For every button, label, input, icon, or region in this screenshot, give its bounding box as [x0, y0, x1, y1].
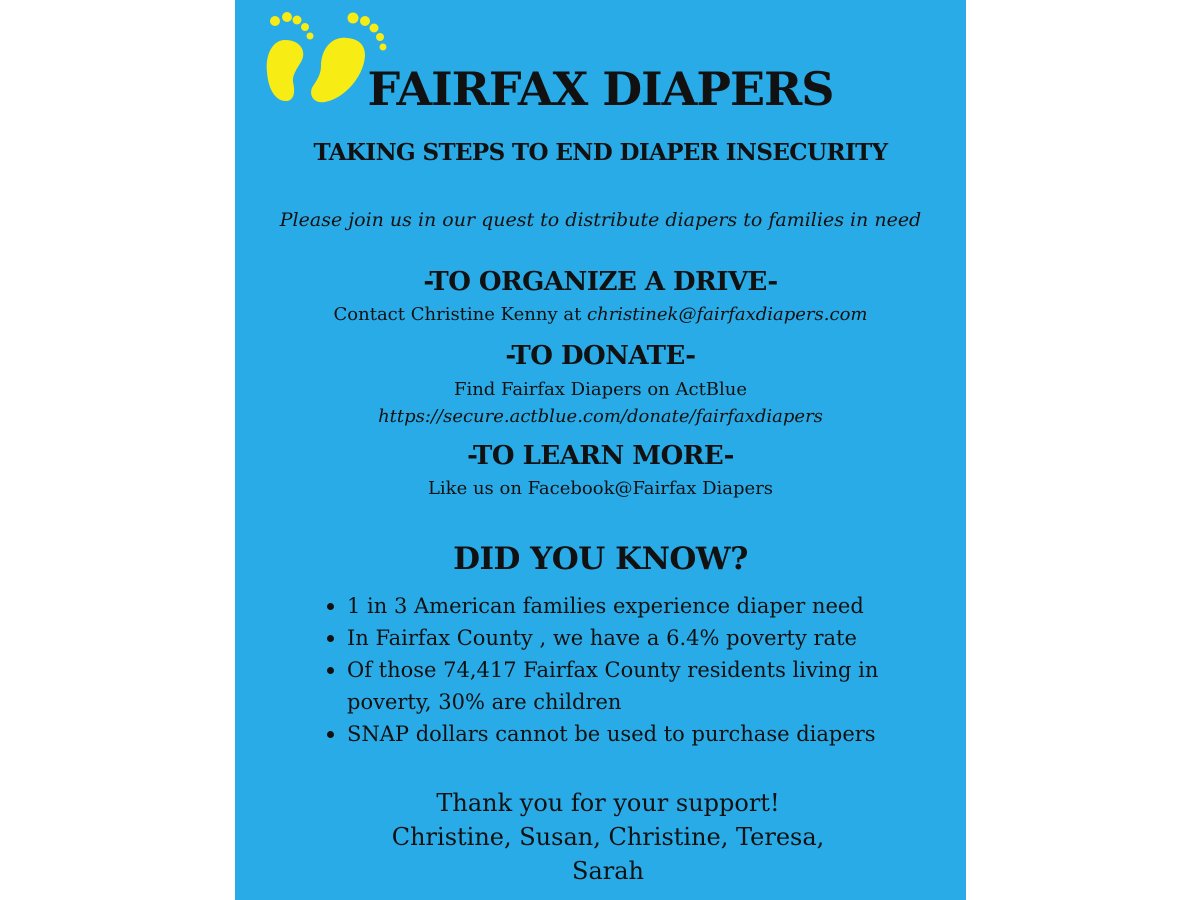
- thanks-text: Thank you for your support!: [436, 789, 780, 817]
- did-you-know-heading: DID YOU KNOW?: [453, 541, 748, 577]
- flyer-subtitle: TAKING STEPS TO END DIAPER INSECURITY: [313, 139, 888, 166]
- fact-item: In Fairfax County , we have a 6.4% poverty rate: [347, 622, 907, 654]
- fact-item: SNAP dollars cannot be used to purchase diapers: [347, 718, 907, 750]
- learn-line: Like us on Facebook@Fairfax Diapers: [427, 478, 774, 499]
- flyer-title: FAIRFAX DIAPERS: [367, 62, 834, 116]
- fact-item: Of those 74,417 Fairfax County residents living in poverty, 30% are children: [347, 654, 907, 718]
- organize-heading: -TO ORGANIZE A DRIVE-: [423, 267, 778, 297]
- organize-contact: [235, 304, 966, 325]
- learn-heading: -TO LEARN MORE-: [467, 441, 734, 471]
- donate-line: Find Fairfax Diapers on ActBlue: [453, 379, 748, 400]
- invite-text: Please join us in our quest to distribute diapers to families in need: [279, 209, 922, 231]
- organize-contact-prefix: Contact Christine Kenny at: [333, 304, 588, 325]
- facts-list: [325, 590, 907, 750]
- flyer: [235, 0, 966, 900]
- fact-item: 1 in 3 American families experience diaper need: [347, 590, 907, 622]
- donate-heading: -TO DONATE-: [505, 341, 696, 371]
- closing: [373, 786, 843, 888]
- signatures: Christine, Susan, Christine, Teresa, Sarah: [391, 823, 825, 885]
- organize-email-link[interactable]: christinek@fairfaxdiapers.com: [587, 304, 868, 325]
- donate-url: https://secure.actblue.com/donate/fairfaxdiapers: [378, 406, 823, 427]
- donate-url-link[interactable]: [235, 406, 966, 427]
